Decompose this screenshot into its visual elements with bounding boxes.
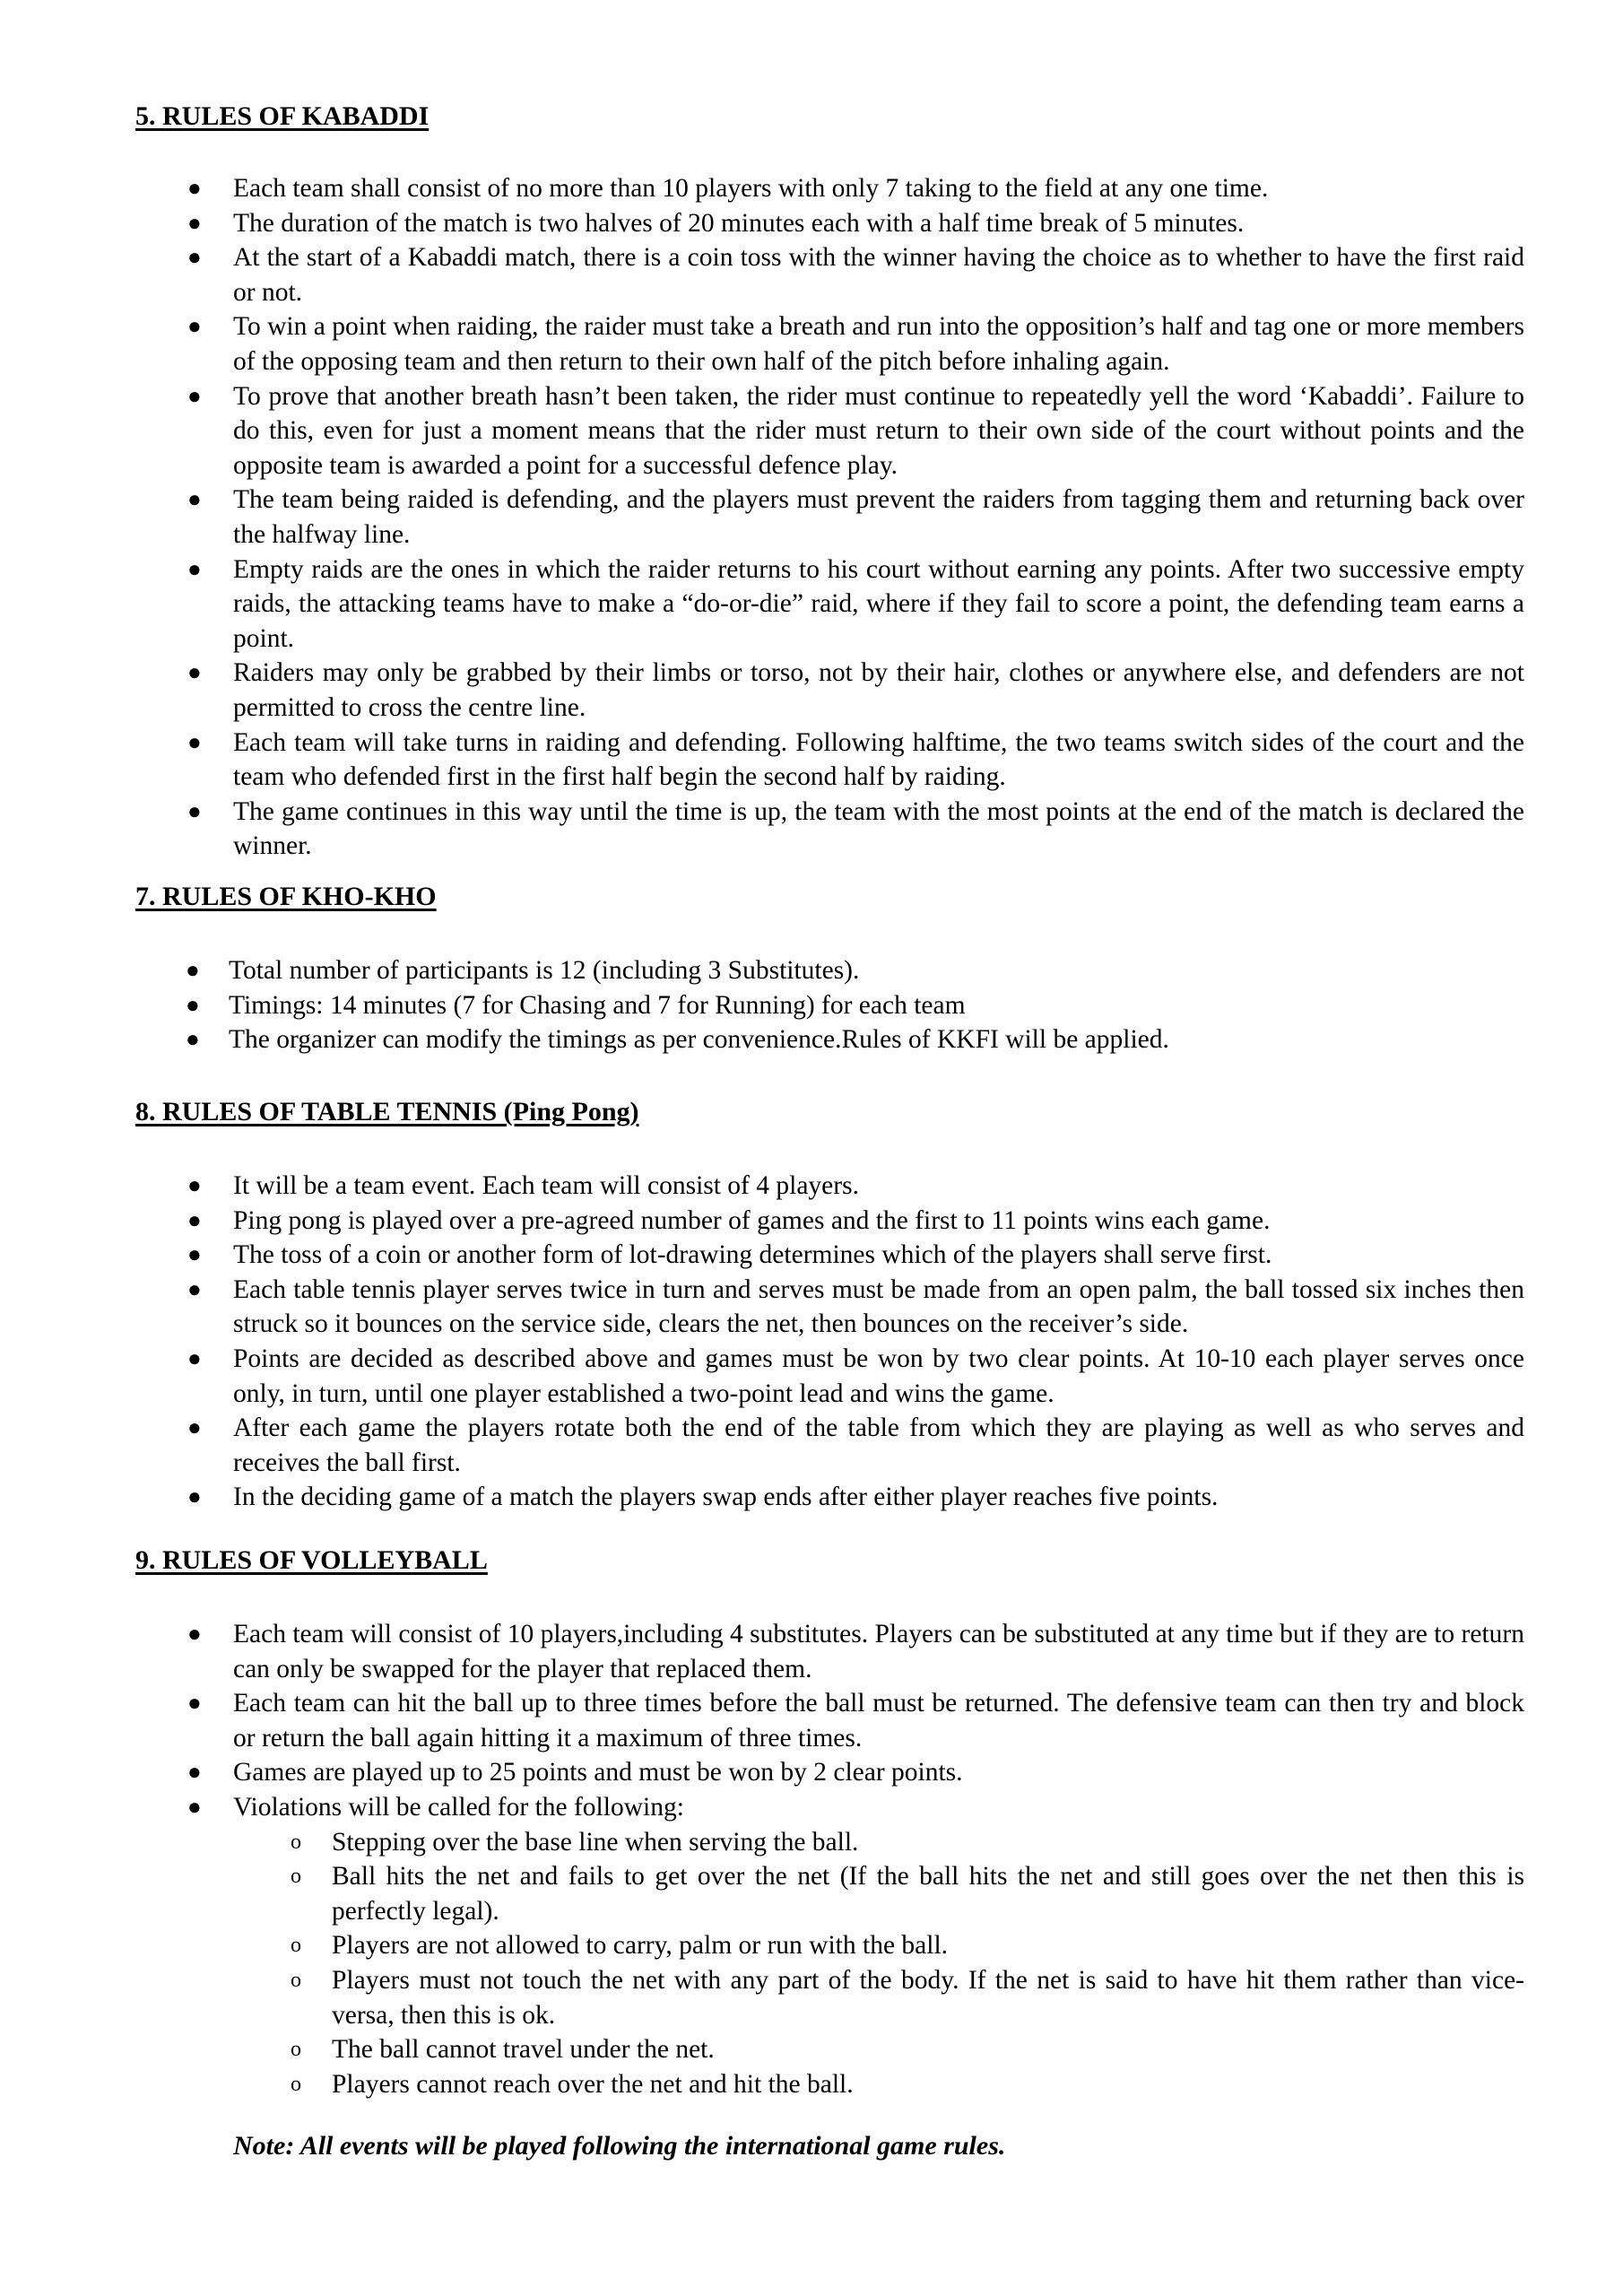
bullet-icon: ● [187, 1275, 202, 1302]
bullet-icon: ● [187, 1172, 202, 1198]
bullet-icon: ● [187, 797, 202, 824]
rules-list [135, 1617, 1525, 2101]
sub-list-item-text: Players must not touch the net with any part of the body. If the net is said to have hit them rather than vice-versa, then this is ok. [332, 1965, 1524, 2030]
section-kho-kho [135, 882, 1525, 1057]
bullet-icon: ● [187, 1621, 202, 1647]
list-item-text: The team being raided is defending, and the players must prevent the raiders from tagging them and returning back over the halfway line. [233, 485, 1524, 549]
hollow-bullet-icon: o [291, 1968, 301, 1992]
sub-list-item-text: The ball cannot travel under the net. [332, 2035, 715, 2065]
rules-list [135, 953, 1525, 1057]
section-table-tennis [135, 1097, 1525, 1515]
list-item [135, 953, 1524, 988]
hollow-bullet-icon: o [291, 2072, 301, 2096]
list-item-text: The toss of a coin or another form of lot-drawing determines which of the players shall serve first. [233, 1240, 1272, 1270]
list-item-text: Total number of participants is 12 (including 3 Substitutes). [229, 956, 860, 985]
list-item [135, 1480, 1524, 1515]
bullet-icon: ● [187, 313, 202, 340]
list-item [135, 1238, 1524, 1273]
rules-list [135, 171, 1525, 864]
list-item-text: Empty raids are the ones in which the raider returns to his court without earning any points. After two successive empty raids, the attacking teams have to make a “do-or-die” raid, where if they fail to score a point, the defending team earns a point. [233, 554, 1524, 653]
bullet-icon: ● [187, 1241, 202, 1268]
hollow-bullet-icon: o [291, 1865, 301, 1889]
hollow-bullet-icon: o [291, 1830, 301, 1854]
bullet-icon: ● [187, 1793, 202, 1820]
bullet-icon: ● [186, 1026, 200, 1053]
list-item [135, 1204, 1524, 1239]
bullet-icon: ● [187, 728, 202, 755]
list-item-text: To prove that another breath hasn’t been taken, the rider must continue to repeatedly yell the word ‘Kabaddi’. Failure to do this, even for just a moment means that the rider must return to their own side of the court without points and the opposite team is awarded a point for a successful defence play. [233, 381, 1524, 480]
list-item-text: The organizer can modify the timings as per convenience.Rules of KKFI will be applied. [229, 1025, 1169, 1055]
list-item-text: Games are played up to 25 points and must be won by 2 clear points. [233, 1758, 963, 1787]
list-item [135, 240, 1524, 309]
list-item [135, 1273, 1524, 1342]
bullet-icon: ● [187, 486, 202, 513]
bullet-icon: ● [187, 659, 202, 686]
violations-sublist [233, 1825, 1524, 2102]
list-item-text: Ping pong is played over a pre-agreed number of games and the first to 11 points wins each game. [233, 1205, 1271, 1235]
bullet-icon: ● [186, 991, 200, 1018]
list-item [135, 726, 1524, 795]
list-item [135, 309, 1524, 378]
list-item-text: It will be a team event. Each team will consist of 4 players. [233, 1171, 859, 1200]
list-item [135, 1686, 1524, 1755]
list-item [135, 1617, 1524, 1686]
list-item-text: The game continues in this way until the time is up, the team with the most points at the end of the match is declared the winner. [233, 796, 1524, 861]
list-item-text: Each table tennis player serves twice in turn and serves must be made from an open palm, the ball tossed six inches then struck so it bounces on the service side, clears the net, then bounces on the receiver’s side. [233, 1274, 1524, 1339]
list-item-text: Violations will be called for the following: [233, 1792, 684, 1822]
sub-list-item-text: Players cannot reach over the net and hit the ball. [332, 2069, 854, 2099]
bullet-icon: ● [187, 244, 202, 271]
bullet-icon: ● [187, 1414, 202, 1441]
list-item-text: Each team will take turns in raiding and defending. Following halftime, the two teams switch sides of the court and the team who defended first in the first half begin the second half by raiding. [233, 727, 1524, 792]
sub-list-item-text: Stepping over the base line when serving the ball. [332, 1827, 859, 1857]
sub-list-item-text: Players are not allowed to carry, palm or run with the ball. [332, 1931, 949, 1961]
bullet-icon: ● [187, 1206, 202, 1233]
list-item [135, 171, 1524, 206]
list-item [135, 656, 1524, 725]
bullet-icon: ● [187, 555, 202, 582]
bullet-icon: ● [187, 175, 202, 201]
list-item [135, 379, 1524, 483]
list-item [135, 988, 1524, 1023]
list-item [135, 1342, 1524, 1411]
bullet-icon: ● [187, 1759, 202, 1786]
list-item-text: To win a point when raiding, the raider must take a breath and run into the opposition’s half and tag one or more members of the opposing team and then return to their own half of the pitch before inhaling again. [233, 312, 1524, 376]
hollow-bullet-icon: o [291, 1934, 301, 1958]
list-item-text: Each team will consist of 10 players,including 4 substitutes. Players can be substituted at any time but if they are to return can only be swapped for the player that replaced them. [233, 1620, 1524, 1683]
section-heading: 7. RULES OF KHO-KHO [135, 882, 437, 911]
list-item-text: Each team can hit the ball up to three times before the ball must be returned. The defensive team can then try and block or return the ball again hitting it a maximum of three times. [233, 1689, 1524, 1752]
bullet-icon: ● [187, 1483, 202, 1510]
sub-list-item-text: Ball hits the net and fails to get over the net (If the ball hits the net and still goes over the net then this is perfectly legal). [332, 1862, 1524, 1926]
list-item [135, 483, 1524, 552]
rules-list [135, 1169, 1525, 1515]
bullet-icon: ● [187, 382, 202, 409]
sub-list-item [135, 1825, 1524, 1860]
hollow-bullet-icon: o [291, 2038, 301, 2062]
list-item [135, 552, 1524, 657]
section-kabaddi [135, 101, 1525, 864]
bullet-icon: ● [187, 209, 202, 236]
list-item-text: In the deciding game of a match the players swap ends after either player reaches five points. [233, 1483, 1219, 1512]
sub-list-item [135, 2032, 1524, 2067]
sub-list-item [135, 1859, 1524, 1928]
list-item-text: Points are decided as described above and games must be won by two clear points. At 10-10 each player serves once only, in turn, until one player established a two-point lead and wins the game. [233, 1344, 1524, 1408]
list-item [135, 1022, 1524, 1057]
list-item-text: At the start of a Kabaddi match, there is a coin toss with the winner having the choice as to whether to have the first raid or not. [233, 243, 1524, 307]
list-item [135, 795, 1524, 864]
list-item-text: Raiders may only be grabbed by their limbs or torso, not by their hair, clothes or anywhere else, and defenders are not permitted to cross the centre line. [233, 658, 1524, 722]
sub-list-item [135, 1963, 1524, 2032]
section-volleyball [135, 1545, 1525, 2101]
list-item-text: Timings: 14 minutes (7 for Chasing and 7 for Running) for each team [229, 990, 966, 1020]
bullet-icon: ● [187, 1344, 202, 1371]
list-item [135, 1411, 1524, 1480]
list-item [135, 1169, 1524, 1204]
note-text: Note: All events will be played following the international game rules. [233, 2131, 1006, 2161]
section-heading: 9. RULES OF VOLLEYBALL [135, 1545, 488, 1575]
list-item-text: After each game the players rotate both the end of the table from which they are playing as well as who serves and receives the ball first. [233, 1413, 1524, 1477]
bullet-icon: ● [186, 957, 200, 983]
list-item [135, 1755, 1524, 1790]
bullet-icon: ● [187, 1690, 202, 1717]
list-item-text: The duration of the match is two halves of 20 minutes each with a half time break of 5 minutes. [233, 208, 1245, 238]
list-item [135, 206, 1524, 241]
sub-list-item [135, 2067, 1524, 2102]
section-heading: 8. RULES OF TABLE TENNIS (Ping Pong) [135, 1097, 639, 1126]
section-heading: 5. RULES OF KABADDI [135, 101, 430, 131]
sub-list-item [135, 1928, 1524, 1963]
list-item-text: Each team shall consist of no more than 10 players with only 7 taking to the field at any one time. [233, 174, 1269, 203]
list-item [135, 1790, 1524, 2101]
